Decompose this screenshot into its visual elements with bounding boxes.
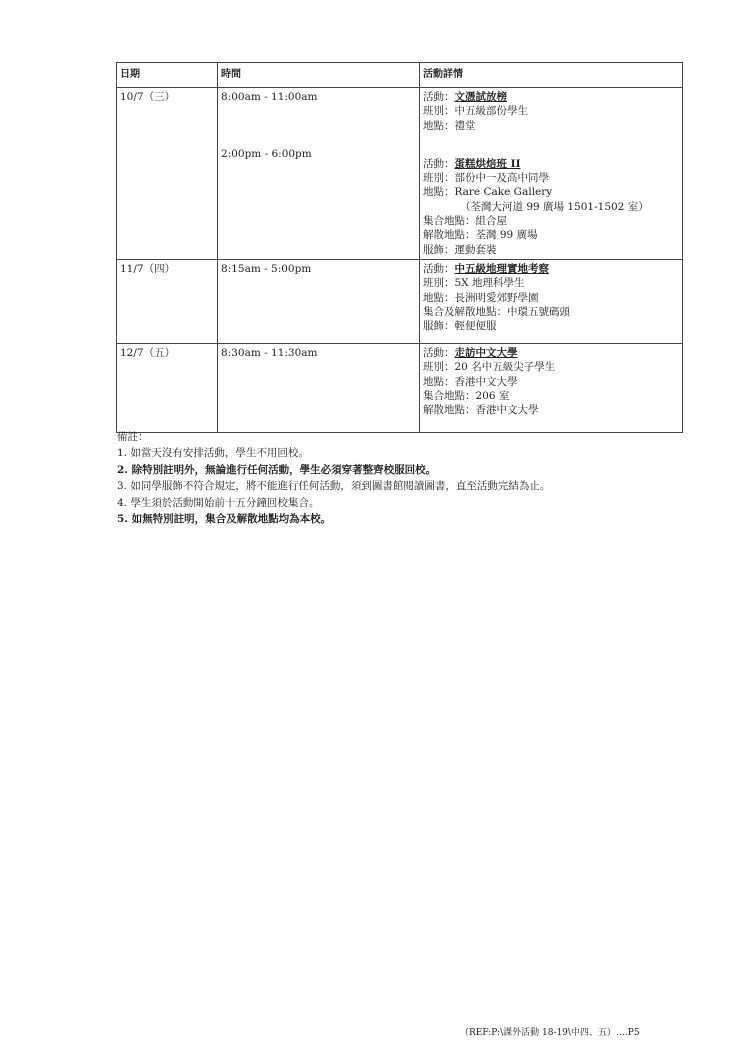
session-time: 2:00pm - 6:00pm <box>221 148 312 161</box>
detail-line: 班別：中五級部份學生 <box>423 105 528 118</box>
activity-name: 走訪中文大學 <box>454 346 518 359</box>
activity-label: 活動： <box>423 262 455 275</box>
activity-label: 活動： <box>423 91 455 103</box>
table-header-row <box>117 63 683 88</box>
row-time <box>218 259 420 343</box>
session-time: 8:00am - 11:00am <box>221 91 318 103</box>
detail-line: 地點：Rare Cake Gallery <box>423 186 553 199</box>
activity-name: 中五級地理實地考察 <box>454 262 549 275</box>
notes-title: 備註： <box>117 431 149 443</box>
table-row <box>117 88 683 260</box>
row-date: 11/7（四） <box>117 259 218 343</box>
table-row <box>117 259 683 343</box>
row-detail <box>420 343 683 432</box>
header-date: 日期 <box>117 63 218 88</box>
note-item: 5. 如無特別註明，集合及解散地點均為本校。 <box>117 513 332 526</box>
detail-line: 服飾：運動套裝 <box>423 243 497 256</box>
detail-line: 集合及解散地點：中環五號碼頭 <box>423 305 570 318</box>
activity-name: 文憑試放榜 <box>454 91 507 103</box>
detail-line: 地點：香港中文大學 <box>423 375 518 388</box>
detail-line-indented: （荃灣大河道 99 廣場 1501-1502 室） <box>460 200 649 213</box>
note-item: 1. 如當天沒有安排活動，學生不用回校。 <box>117 447 309 460</box>
row-detail <box>420 88 683 260</box>
activity-label: 活動： <box>423 157 455 170</box>
session-time: 8:15am - 5:00pm <box>221 262 312 275</box>
row-detail <box>420 259 683 343</box>
note-item: 4. 學生須於活動開始前十五分鐘回校集合。 <box>117 496 320 509</box>
table-row <box>117 343 683 432</box>
note-item: 3. 如同學服飾不符合規定，將不能進行任何活動，須到圖書館閱讀圖書，直至活動完結為止。 <box>117 480 551 493</box>
activity-name: 蛋糕烘焙班 II <box>454 157 521 170</box>
detail-line: 地點：禮堂 <box>423 119 476 132</box>
activity-label: 活動： <box>423 346 455 359</box>
detail-line: 服飾：輕便便服 <box>423 320 497 333</box>
session-time: 8:30am - 11:30am <box>221 346 318 359</box>
detail-line: 班別：20 名中五級尖子學生 <box>423 361 556 374</box>
row-date: 12/7（五） <box>117 343 218 432</box>
header-detail: 活動詳情 <box>420 63 683 88</box>
detail-line: 集合地點：206 室 <box>423 389 510 402</box>
detail-line: 解散地點：香港中文大學 <box>423 404 539 417</box>
detail-line: 地點：長洲明愛郊野學園 <box>423 291 539 304</box>
detail-line: 集合地點：組合屋 <box>423 215 507 228</box>
detail-line: 解散地點：荃灣 99 廣場 <box>423 229 538 242</box>
note-item: 2. 除特別註明外，無論進行任何活動，學生必須穿著整齊校服回校。 <box>117 463 437 476</box>
row-time <box>218 88 420 260</box>
row-date: 10/7（三） <box>117 88 218 260</box>
schedule-table <box>116 62 683 433</box>
page-footer-reference: （REF:P:\課外活動 18-19\中四、五）….P5 <box>460 1028 640 1038</box>
detail-line: 班別：部份中一及高中同學 <box>423 172 549 185</box>
row-time <box>218 343 420 432</box>
header-time: 時間 <box>218 63 420 88</box>
notes-section <box>117 429 697 527</box>
detail-line: 班別：5X 地理科學生 <box>423 277 525 290</box>
